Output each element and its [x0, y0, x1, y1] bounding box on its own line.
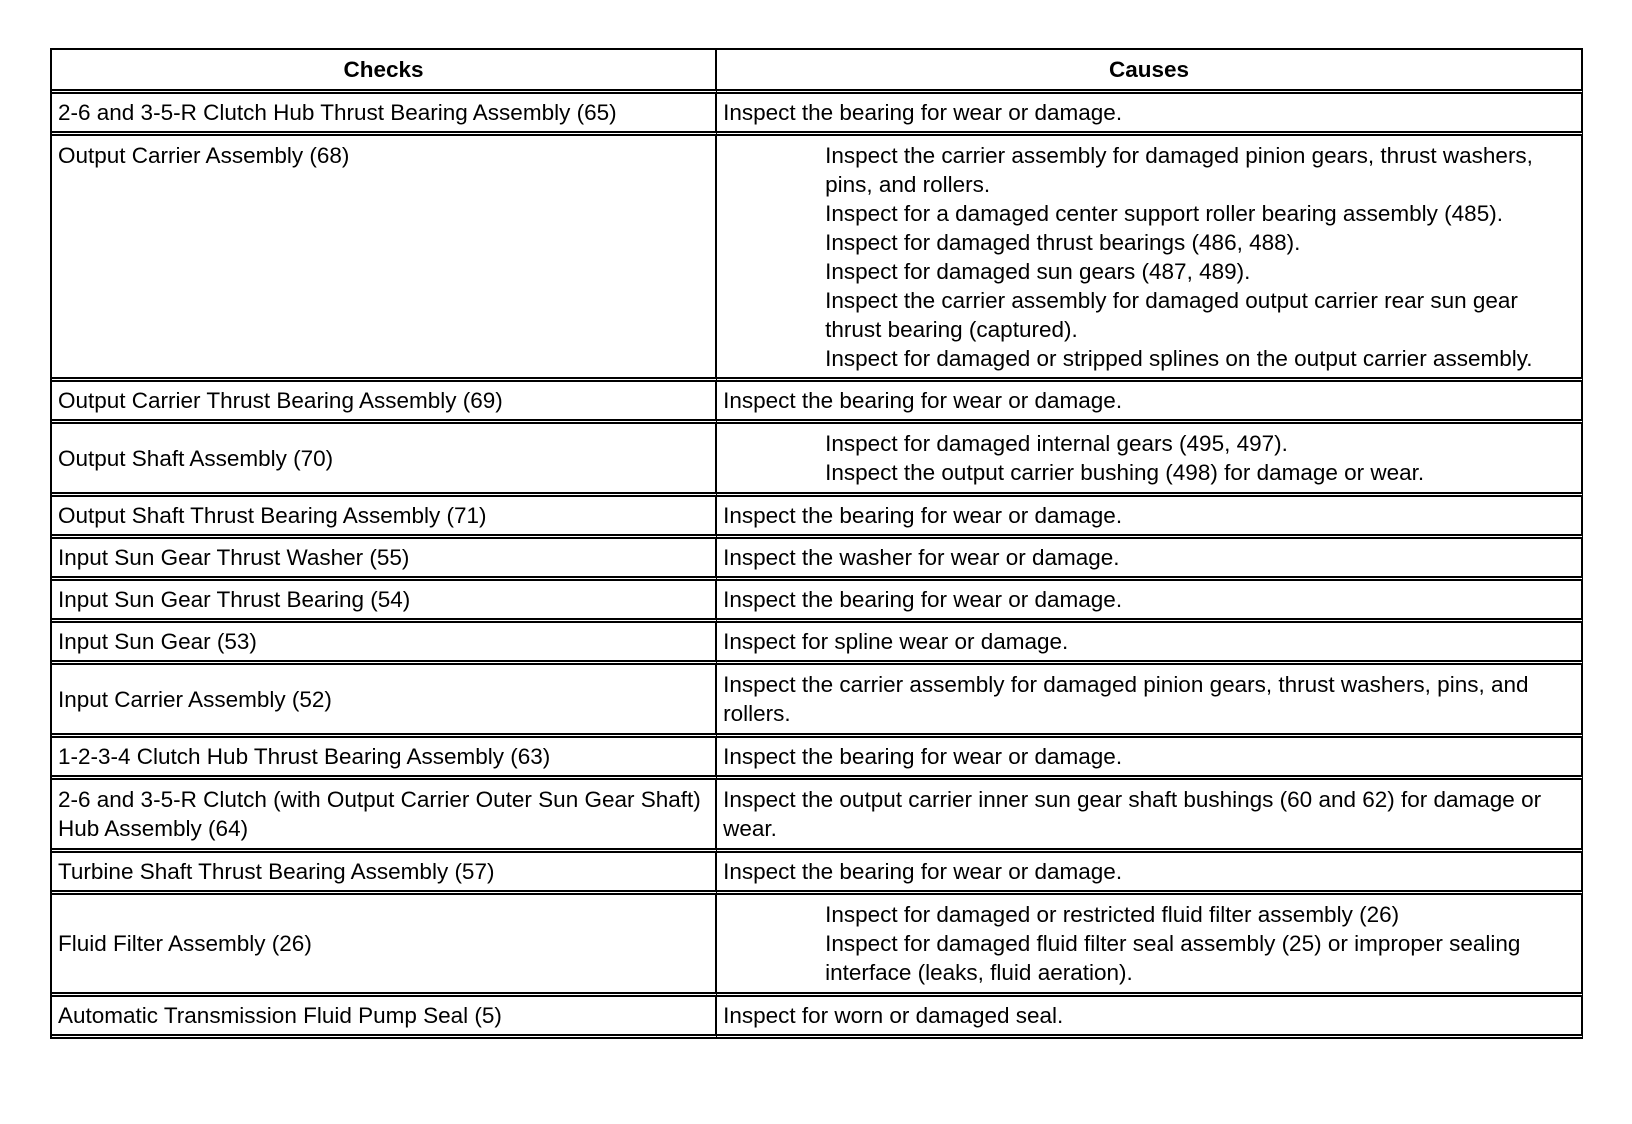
checks-causes-table	[50, 48, 1583, 1039]
check-cell: Output Carrier Thrust Bearing Assembly (69)	[52, 382, 717, 424]
cause-cell: Inspect the washer for wear or damage.	[717, 539, 1583, 581]
table-row	[52, 497, 1583, 539]
cause-list	[825, 141, 1575, 373]
check-cell: Turbine Shaft Thrust Bearing Assembly (57)	[52, 853, 717, 895]
check-cell: 1-2-3-4 Clutch Hub Thrust Bearing Assembly (63)	[52, 738, 717, 780]
cause-list	[825, 900, 1575, 987]
cause-line: Inspect the carrier assembly for damaged pinion gears, thrust washers, pins, and rollers.	[825, 143, 1533, 197]
check-cell: Automatic Transmission Fluid Pump Seal (5)	[52, 997, 717, 1039]
cause-cell: Inspect the output carrier inner sun gear shaft bushings (60 and 62) for damage or wear.	[717, 780, 1583, 853]
header-row	[52, 50, 1583, 94]
table-row	[52, 665, 1583, 738]
cause-line: Inspect for damaged or stripped splines on the output carrier assembly.	[825, 346, 1533, 371]
cause-cell: Inspect the bearing for wear or damage.	[717, 581, 1583, 623]
header-causes: Causes	[717, 50, 1583, 94]
cause-cell: Inspect the bearing for wear or damage.	[717, 382, 1583, 424]
table-row	[52, 853, 1583, 895]
cause-line: Inspect for a damaged center support roller bearing assembly (485).	[825, 201, 1503, 226]
cause-cell: Inspect the bearing for wear or damage.	[717, 94, 1583, 136]
checks-causes-table-container	[50, 48, 1583, 1039]
cause-cell: Inspect for spline wear or damage.	[717, 623, 1583, 665]
cause-cell: Inspect the bearing for wear or damage.	[717, 497, 1583, 539]
check-cell: Output Shaft Thrust Bearing Assembly (71)	[52, 497, 717, 539]
check-cell: 2-6 and 3-5-R Clutch Hub Thrust Bearing Assembly (65)	[52, 94, 717, 136]
cause-line: Inspect for damaged sun gears (487, 489).	[825, 259, 1251, 284]
table-row	[52, 581, 1583, 623]
check-cell: 2-6 and 3-5-R Clutch (with Output Carrier Outer Sun Gear Shaft) Hub Assembly (64)	[52, 780, 717, 853]
cause-list	[825, 429, 1575, 487]
table-row	[52, 997, 1583, 1039]
cause-line: Inspect for damaged or restricted fluid filter assembly (26)	[825, 902, 1400, 927]
header-checks: Checks	[52, 50, 717, 94]
check-cell: Fluid Filter Assembly (26)	[52, 895, 717, 997]
check-cell: Input Carrier Assembly (52)	[52, 665, 717, 738]
cause-line: Inspect for damaged thrust bearings (486, 488).	[825, 230, 1301, 255]
cause-cell	[717, 136, 1583, 382]
cause-line: Inspect the carrier assembly for damaged output carrier rear sun gear thrust bearing (captured).	[825, 288, 1518, 342]
cause-line: Inspect for damaged fluid filter seal assembly (25) or improper sealing interface (leaks, fluid aeration).	[825, 931, 1521, 985]
cause-cell: Inspect the bearing for wear or damage.	[717, 853, 1583, 895]
cause-cell: Inspect the bearing for wear or damage.	[717, 738, 1583, 780]
table-row	[52, 780, 1583, 853]
cause-cell: Inspect for worn or damaged seal.	[717, 997, 1583, 1039]
cause-line: Inspect for damaged internal gears (495, 497).	[825, 431, 1288, 456]
check-cell: Input Sun Gear Thrust Bearing (54)	[52, 581, 717, 623]
table-row	[52, 738, 1583, 780]
check-cell: Output Carrier Assembly (68)	[52, 136, 717, 382]
check-cell: Output Shaft Assembly (70)	[52, 424, 717, 497]
cause-cell	[717, 424, 1583, 497]
table-row	[52, 94, 1583, 136]
cause-line: Inspect the output carrier bushing (498) for damage or wear.	[825, 460, 1425, 485]
cause-cell	[717, 895, 1583, 997]
table-row	[52, 136, 1583, 382]
table-row	[52, 623, 1583, 665]
table-row	[52, 539, 1583, 581]
check-cell: Input Sun Gear Thrust Washer (55)	[52, 539, 717, 581]
cause-cell: Inspect the carrier assembly for damaged pinion gears, thrust washers, pins, and rollers.	[717, 665, 1583, 738]
check-cell: Input Sun Gear (53)	[52, 623, 717, 665]
table-row	[52, 895, 1583, 997]
table-row	[52, 424, 1583, 497]
table-row	[52, 382, 1583, 424]
